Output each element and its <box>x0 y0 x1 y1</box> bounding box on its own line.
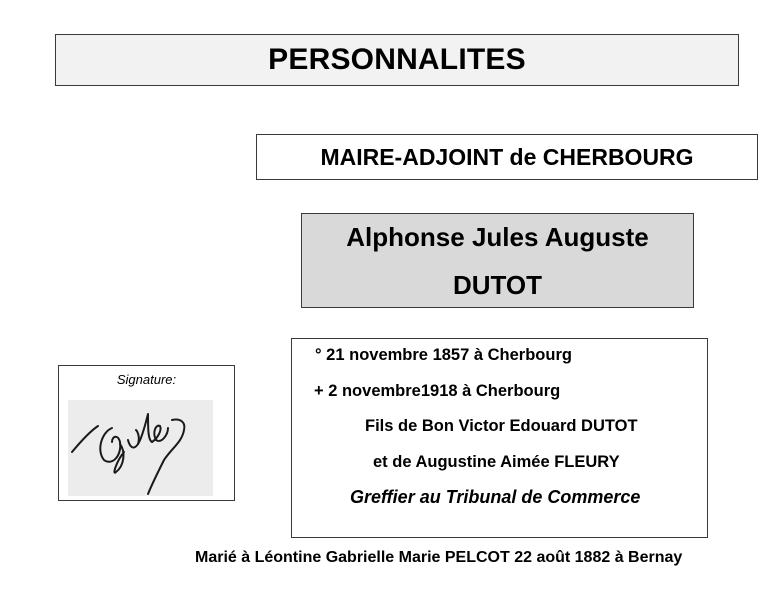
page-title: PERSONNALITES <box>268 43 526 76</box>
profession-line: Greffier au Tribunal de Commerce <box>350 487 641 507</box>
birth-line: ° 21 novembre 1857 à Cherbourg <box>315 346 572 364</box>
title-box <box>55 34 739 86</box>
signature-image <box>68 400 213 496</box>
signature-box <box>58 365 235 501</box>
father-line: Fils de Bon Victor Edouard DUTOT <box>365 417 638 435</box>
role-title: MAIRE-ADJOINT de CHERBOURG <box>320 143 694 170</box>
marriage-line: Marié à Léontine Gabrielle Marie PELCOT 22 août 1882 à Bernay <box>195 549 683 566</box>
death-line: + 2 novembre1918 à Cherbourg <box>314 382 561 400</box>
role-box <box>256 134 758 180</box>
family-name: DUTOT <box>452 269 543 300</box>
given-names: Alphonse Jules Auguste <box>346 221 649 252</box>
info-box <box>291 338 708 538</box>
signature-label: Signature: <box>116 372 177 387</box>
signature-handwriting-icon <box>68 400 213 496</box>
name-box <box>301 213 694 308</box>
mother-line: et de Augustine Aimée FLEURY <box>373 453 620 471</box>
